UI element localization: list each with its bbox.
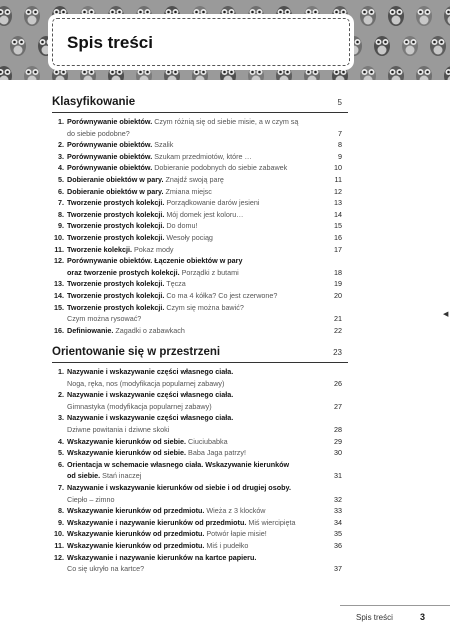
owl-icon xyxy=(248,66,264,80)
entry-number: 3. xyxy=(58,151,64,161)
entry-activity: Miś wiercipięta xyxy=(246,517,296,527)
toc-entry[interactable] xyxy=(52,412,348,423)
entry-text xyxy=(67,424,169,435)
entry-page-number: 9 xyxy=(338,151,342,161)
section-heading[interactable] xyxy=(52,96,348,110)
entry-topic: Porównywanie obiektów. xyxy=(67,163,153,173)
entry-activity: Stań inaczej xyxy=(100,471,142,481)
toc-entry[interactable] xyxy=(52,528,348,539)
entry-activity: Czym się można bawić? xyxy=(164,302,244,312)
entry-activity: Szalik xyxy=(152,140,174,150)
entry-number: 10. xyxy=(54,529,64,539)
toc-entry[interactable] xyxy=(52,482,348,493)
entry-number: 4. xyxy=(58,436,64,446)
entry-topic: Definiowanie. xyxy=(67,325,114,335)
entry-topic: Tworzenie prostych kolekcji. xyxy=(67,209,165,219)
entry-topic: Wskazywanie i nazywanie kierunków na kartce papieru. xyxy=(67,552,257,562)
entry-number: 12. xyxy=(54,552,64,562)
section-page-number: 5 xyxy=(337,98,342,107)
entry-page-number: 10 xyxy=(334,163,342,173)
entry-activity: Miś i pudełko xyxy=(204,541,249,550)
entry-number: 11. xyxy=(54,541,64,550)
owl-icon xyxy=(164,66,180,80)
entry-number: 7. xyxy=(58,198,64,208)
toc-entry[interactable] xyxy=(52,174,348,185)
entry-text xyxy=(67,505,266,516)
entry-activity: Baba Jaga patrzy! xyxy=(186,448,246,458)
entry-text xyxy=(67,244,174,255)
entry-text xyxy=(67,517,295,528)
footer-page-number: 3 xyxy=(420,612,426,622)
entry-number: 4. xyxy=(58,163,64,173)
entry-activity: Zagadki o zabawkach xyxy=(113,325,185,335)
toc-entry[interactable] xyxy=(52,378,348,389)
entry-topic: Tworzenie prostych kolekcji. xyxy=(67,233,165,242)
toc-entry[interactable] xyxy=(52,401,348,412)
owl-icon xyxy=(136,66,152,80)
entry-text xyxy=(67,528,267,539)
entry-page-number: 21 xyxy=(334,314,342,324)
entry-page-number: 26 xyxy=(334,378,342,388)
entry-text xyxy=(67,412,233,423)
entry-text xyxy=(67,552,256,563)
entry-text xyxy=(67,563,144,574)
owl-icon xyxy=(374,36,390,56)
entry-text xyxy=(67,278,186,289)
section-title: Klasyfikowanie xyxy=(52,96,136,108)
entry-text xyxy=(67,459,289,470)
entry-page-number: 8 xyxy=(338,140,342,150)
entry-number: 9. xyxy=(58,221,64,231)
entry-page-number: 37 xyxy=(334,564,342,574)
entry-topic: od siebie. xyxy=(67,471,101,481)
entry-topic: Nazywanie i wskazywanie części własnego ciała. xyxy=(67,367,234,376)
toc-entry[interactable] xyxy=(52,151,348,162)
toc-entry[interactable] xyxy=(52,436,348,447)
toc-entry[interactable] xyxy=(52,424,348,435)
owl-icon xyxy=(416,6,432,26)
entry-page-number: 18 xyxy=(334,267,342,277)
entry-text xyxy=(67,494,115,505)
entry-text xyxy=(67,482,291,493)
entry-activity: Wesoły pociąg xyxy=(164,233,213,242)
entry-activity: Zmiana miejsc xyxy=(163,186,212,196)
entry-number: 11. xyxy=(54,244,64,254)
entry-activity: Porządki z butami xyxy=(179,267,239,277)
entry-topic: Wskazywanie i nazywanie kierunków od przedmiotu. xyxy=(67,517,247,527)
owl-icon xyxy=(360,6,376,26)
entry-text xyxy=(67,325,185,336)
entry-number: 7. xyxy=(58,483,64,492)
toc-entry[interactable] xyxy=(52,267,348,278)
entry-activity: Ciuciubabka xyxy=(186,436,228,446)
owl-icon xyxy=(332,66,348,80)
toc-entry[interactable] xyxy=(52,447,348,458)
entry-activity: Pokaz mody xyxy=(131,244,174,254)
entry-activity: Czym różnią się od siebie misie, a w czym są xyxy=(152,117,299,126)
entry-activity: Potwór łapie misie! xyxy=(204,529,267,539)
entry-number: 13. xyxy=(54,279,64,289)
toc-entry[interactable] xyxy=(52,232,348,243)
entry-page-number: 19 xyxy=(334,279,342,289)
entry-text xyxy=(67,128,130,139)
entry-text xyxy=(67,401,212,412)
entry-page-number: 31 xyxy=(334,471,342,481)
owl-icon xyxy=(360,66,376,80)
entry-number: 5. xyxy=(58,448,64,458)
entry-activity: Czym można rysować? xyxy=(67,314,142,324)
owl-icon xyxy=(304,66,320,80)
owl-icon xyxy=(388,66,404,80)
owl-icon xyxy=(402,36,418,56)
entry-activity: Co się ukryło na kartce? xyxy=(67,564,145,574)
entry-text xyxy=(67,470,141,481)
toc-entry[interactable] xyxy=(52,494,348,505)
entry-topic: Tworzenie kolekcji. xyxy=(67,244,132,254)
entry-activity: Gimnastyka (modyfikacja popularnej zabawy) xyxy=(67,401,212,411)
owl-icon xyxy=(24,6,40,26)
toc-entry[interactable] xyxy=(52,278,348,289)
entry-page-number: 22 xyxy=(334,325,342,335)
entry-page-number: 34 xyxy=(334,517,342,527)
toc-entry[interactable] xyxy=(52,162,348,173)
page-footer xyxy=(0,608,450,633)
toc-entry[interactable] xyxy=(52,366,348,377)
title-box xyxy=(52,18,350,66)
owl-icon xyxy=(0,6,12,26)
entry-page-number: 13 xyxy=(334,198,342,208)
toc-entry[interactable] xyxy=(52,244,348,255)
entry-activity: Znajdź swoją parę xyxy=(163,175,224,184)
section-heading[interactable] xyxy=(52,346,348,360)
toc-entry[interactable] xyxy=(52,186,348,197)
entry-topic: Dobieranie obiektów w pary. xyxy=(67,175,164,184)
toc-entry[interactable] xyxy=(52,563,348,574)
section-divider xyxy=(52,112,348,113)
entry-number: 6. xyxy=(58,186,64,196)
entry-activity: Porządkowanie darów jesieni xyxy=(164,198,260,208)
entry-text xyxy=(67,267,239,278)
entry-page-number: 35 xyxy=(334,529,342,539)
entry-text xyxy=(67,290,277,301)
owl-icon xyxy=(220,66,236,80)
entry-number: 3. xyxy=(58,413,64,423)
entry-page-number: 12 xyxy=(334,186,342,196)
entry-topic: Porównywanie obiektów. xyxy=(67,140,153,150)
entry-number: 8. xyxy=(58,209,64,219)
entry-topic: Porównywanie obiektów. Łączenie obiektów w pary xyxy=(67,256,243,266)
toc-entry[interactable] xyxy=(52,209,348,220)
entry-topic: Wskazywanie kierunków od przedmiotu. xyxy=(67,529,205,539)
entry-topic: Tworzenie prostych kolekcji. xyxy=(67,279,165,289)
entry-page-number: 32 xyxy=(334,494,342,504)
owl-icon xyxy=(10,36,26,56)
entry-text xyxy=(67,151,252,162)
toc-entry[interactable] xyxy=(52,139,348,150)
owl-icon xyxy=(430,36,446,56)
entry-text xyxy=(67,116,298,127)
section-divider xyxy=(52,362,348,363)
toc-entry[interactable] xyxy=(52,197,348,208)
entry-text xyxy=(67,366,233,377)
entry-activity: Dziwne powitania i dziwne skoki xyxy=(67,425,170,434)
entry-text xyxy=(67,220,198,231)
entry-number: 10. xyxy=(54,233,64,242)
entry-topic: Nazywanie i wskazywanie części własnego ciała. xyxy=(67,390,234,400)
entry-topic: Wskazywanie kierunków od siebie. xyxy=(67,436,187,446)
entry-page-number: 27 xyxy=(334,401,342,411)
toc-entry[interactable] xyxy=(52,116,348,127)
entry-page-number: 14 xyxy=(334,209,342,219)
toc-entry[interactable] xyxy=(52,290,348,301)
entry-page-number: 29 xyxy=(334,436,342,446)
entry-page-number: 11 xyxy=(334,175,342,184)
entry-topic: Dobieranie obiektów w pary. xyxy=(67,186,164,196)
entry-number: 1. xyxy=(58,117,64,126)
entry-topic: Wskazywanie kierunków od przedmiotu. xyxy=(67,506,205,516)
toc-entry[interactable] xyxy=(52,505,348,516)
entry-number: 15. xyxy=(54,302,64,312)
owl-icon xyxy=(108,66,124,80)
owl-icon xyxy=(24,66,40,80)
footer-divider xyxy=(340,605,450,606)
toc-entry[interactable] xyxy=(52,128,348,139)
page-title: Spis treści xyxy=(67,33,153,52)
entry-activity: Szukam przedmiotów, które … xyxy=(152,151,252,161)
entry-number: 5. xyxy=(58,175,64,184)
entry-page-number: 20 xyxy=(334,291,342,300)
entry-activity: Noga, ręka, nos (modyfikacja popularnej zabawy) xyxy=(67,378,225,388)
entry-text xyxy=(67,197,259,208)
section-page-number: 23 xyxy=(333,348,342,357)
entry-number: 9. xyxy=(58,517,64,527)
entry-activity: Ciepło – zimno xyxy=(67,494,115,504)
entry-text xyxy=(67,174,224,185)
section-title: Orientowanie się w przestrzeni xyxy=(52,346,221,358)
entry-text xyxy=(67,186,212,197)
entry-page-number: 36 xyxy=(334,541,342,550)
entry-activity: Co ma 4 kółka? Co jest czerwone? xyxy=(164,291,278,300)
toc-entry[interactable] xyxy=(52,552,348,563)
page-edge-marker-icon: ◀ xyxy=(443,311,449,318)
entry-number: 14. xyxy=(54,291,64,300)
entry-text xyxy=(67,302,244,313)
toc-entry[interactable] xyxy=(52,325,348,336)
entry-text xyxy=(67,313,141,324)
entry-page-number: 30 xyxy=(334,448,342,458)
toc-entry[interactable] xyxy=(52,470,348,481)
entry-activity: Wieża z 3 klocków xyxy=(204,506,266,516)
entry-activity: Tęcza xyxy=(164,279,186,289)
toc-entry[interactable] xyxy=(52,255,348,266)
toc-entry[interactable] xyxy=(52,459,348,470)
toc-entry[interactable] xyxy=(52,220,348,231)
entry-topic: Tworzenie prostych kolekcji. xyxy=(67,221,165,231)
entry-number: 1. xyxy=(58,367,64,376)
entry-number: 6. xyxy=(58,459,64,469)
entry-text xyxy=(67,436,228,447)
owl-icon xyxy=(52,66,68,80)
entry-text xyxy=(67,232,213,243)
entry-topic: Porównywanie obiektów. xyxy=(67,151,153,161)
entry-text xyxy=(67,255,242,266)
entry-topic: Tworzenie prostych kolekcji. xyxy=(67,291,165,300)
owl-icon xyxy=(192,66,208,80)
toc-entry[interactable] xyxy=(52,302,348,313)
entry-text xyxy=(67,540,248,551)
entry-page-number: 7 xyxy=(338,128,342,138)
toc-entry[interactable] xyxy=(52,540,348,551)
entry-text xyxy=(67,389,233,400)
entry-page-number: 15 xyxy=(334,221,342,231)
owl-icon xyxy=(276,66,292,80)
owl-icon xyxy=(80,66,96,80)
owl-icon xyxy=(444,66,450,80)
entry-text xyxy=(67,139,173,150)
owl-icon xyxy=(388,6,404,26)
entry-number: 16. xyxy=(54,325,64,335)
entry-topic: Wskazywanie kierunków od przedmiotu. xyxy=(67,541,205,550)
entry-page-number: 33 xyxy=(334,506,342,516)
entry-page-number: 28 xyxy=(334,425,342,434)
entry-topic: Wskazywanie kierunków od siebie. xyxy=(67,448,187,458)
entry-topic: Nazywanie i wskazywanie kierunków od siebie i od drugiej osoby. xyxy=(67,483,291,492)
entry-number: 2. xyxy=(58,140,64,150)
entry-topic: oraz tworzenie prostych kolekcji. xyxy=(67,267,180,277)
toc-entry[interactable] xyxy=(52,517,348,528)
entry-text xyxy=(67,447,246,458)
entry-page-number: 17 xyxy=(334,244,342,254)
entry-text xyxy=(67,162,287,173)
entry-activity: Dobieranie podobnych do siebie zabawek xyxy=(152,163,288,173)
entry-activity: Mój domek jest koloru… xyxy=(164,209,244,219)
entry-topic: Porównywanie obiektów. xyxy=(67,117,153,126)
toc-entry[interactable] xyxy=(52,313,348,324)
entry-text xyxy=(67,378,224,389)
entry-activity: do siebie podobne? xyxy=(67,128,130,138)
entry-number: 12. xyxy=(54,256,64,266)
entry-topic: Orientacja w schemacie własnego ciała. Wskazywanie kierunków xyxy=(67,459,290,469)
owl-icon xyxy=(0,66,12,80)
footer-label: Spis treści xyxy=(356,613,393,622)
entry-activity: Do domu! xyxy=(164,221,198,231)
owl-icon xyxy=(416,66,432,80)
entry-text xyxy=(67,209,243,220)
entry-topic: Nazywanie i wskazywanie części własnego ciała. xyxy=(67,413,234,423)
entry-number: 8. xyxy=(58,506,64,516)
entry-number: 2. xyxy=(58,390,64,400)
owl-icon xyxy=(444,6,450,26)
entry-topic: Tworzenie prostych kolekcji. xyxy=(67,198,165,208)
entry-page-number: 16 xyxy=(334,233,342,242)
toc-entry[interactable] xyxy=(52,389,348,400)
entry-topic: Tworzenie prostych kolekcji. xyxy=(67,302,165,312)
